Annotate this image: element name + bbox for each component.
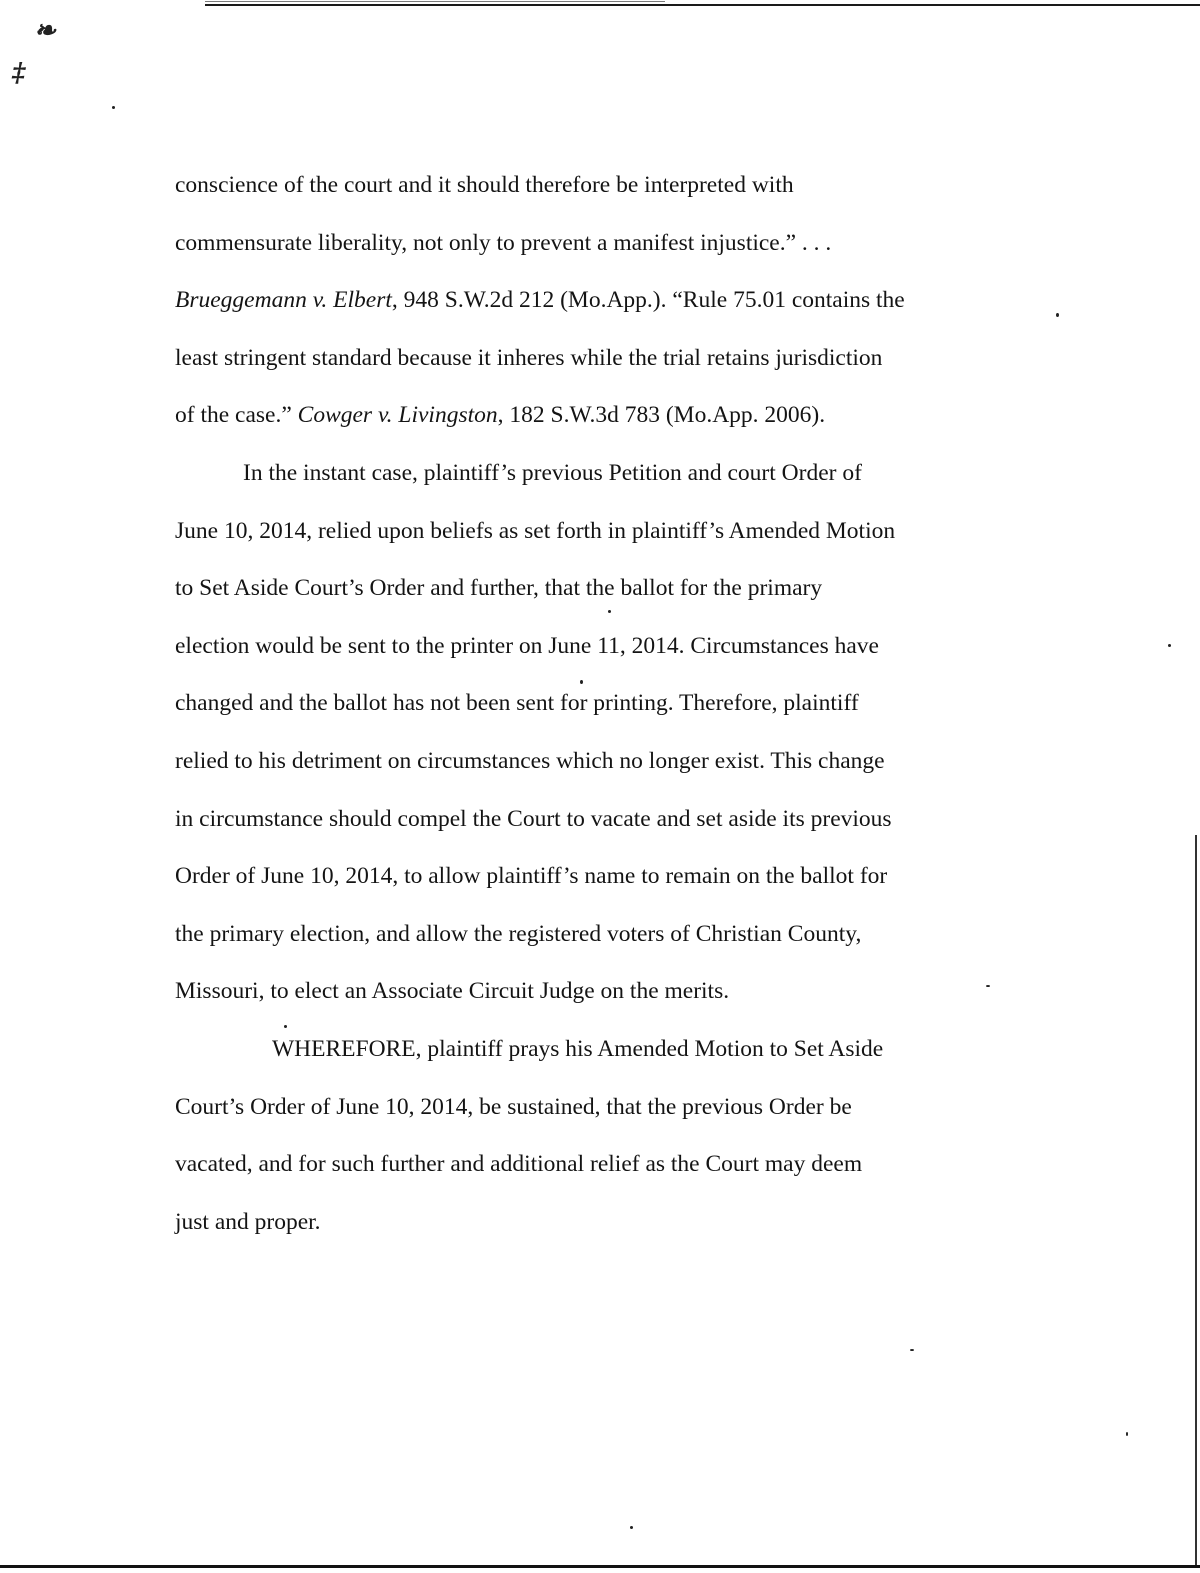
scan-artifact-right-edge <box>1195 835 1197 1565</box>
scan-artifact-top-line <box>205 4 1200 6</box>
document-body <box>175 168 1035 1262</box>
scan-artifact-bottom-line <box>0 1565 1200 1568</box>
text-line <box>175 456 1035 514</box>
scan-artifact-top-faint <box>205 1 665 2</box>
text-run: of the case.” <box>175 402 298 429</box>
case-citation: Brueggemann v. Elbert <box>175 287 392 314</box>
scan-speck <box>910 1349 914 1351</box>
scan-speck <box>630 1526 633 1529</box>
text-line <box>175 341 1035 399</box>
paragraph-continuation <box>175 168 1035 456</box>
paragraph-wherefore <box>175 1032 1035 1262</box>
text-run: vacated, and for such further and additional relief as the Court may deem <box>175 1151 863 1178</box>
text-run: WHEREFORE, plaintiff prays his Amended Motion to Set Aside <box>272 1035 884 1062</box>
text-run: Missouri, to elect an Associate Circuit Judge on the merits. <box>175 978 730 1005</box>
text-line <box>175 226 1035 284</box>
text-line <box>175 859 1035 917</box>
text-line <box>175 686 1035 744</box>
text-line <box>175 629 1035 687</box>
scan-speck <box>1168 644 1171 647</box>
text-run: Court’s Order of June 10, 2014, be sustained, that the previous Order be <box>175 1093 852 1120</box>
text-run: relied to his detriment on circumstances which no longer exist. This change <box>175 747 885 774</box>
text-run: , 948 S.W.2d 212 (Mo.App.). “Rule 75.01 contains the <box>391 287 905 314</box>
handwritten-mark-top: ❧ <box>34 16 56 46</box>
text-line <box>175 917 1035 975</box>
text-line <box>175 744 1035 802</box>
text-run: the primary election, and allow the registered voters of Christian County, <box>175 920 862 947</box>
scan-speck <box>112 106 115 109</box>
text-run: commensurate liberality, not only to prevent a manifest injustice.” . . . <box>175 229 832 256</box>
scan-speck <box>1126 1432 1128 1436</box>
text-line <box>175 398 1035 456</box>
text-run: , 182 S.W.3d 783 (Mo.App. 2006). <box>497 402 826 429</box>
text-run: least stringent standard because it inheres while the trial retains jurisdiction <box>175 344 883 371</box>
text-run: just and proper. <box>175 1208 321 1235</box>
text-line <box>175 514 1035 572</box>
text-run: June 10, 2014, relied upon beliefs as set forth in plaintiff’s Amended Motion <box>175 517 896 544</box>
text-line <box>175 1090 1035 1148</box>
handwritten-mark-second: ‡ <box>12 58 26 88</box>
text-run: changed and the ballot has not been sent for printing. Therefore, plaintiff <box>175 690 859 717</box>
text-line <box>175 168 1035 226</box>
text-run: election would be sent to the printer on June 11, 2014. Circumstances have <box>175 632 879 659</box>
text-run: In the instant case, plaintiff’s previous Petition and court Order of <box>243 459 862 486</box>
text-line <box>175 974 1035 1032</box>
scan-speck <box>1056 313 1059 317</box>
case-citation: Cowger v. Livingston <box>297 402 498 429</box>
text-run: Order of June 10, 2014, to allow plaintiff’s name to remain on the ballot for <box>175 863 888 890</box>
text-line <box>175 571 1035 629</box>
text-line <box>175 1205 1035 1263</box>
paragraph-instant-case <box>175 456 1035 1032</box>
text-run: in circumstance should compel the Court to vacate and set aside its previous <box>175 805 892 832</box>
text-line <box>175 1032 1035 1090</box>
text-line <box>175 802 1035 860</box>
text-run: conscience of the court and it should therefore be interpreted with <box>175 172 794 198</box>
text-line <box>175 283 1035 341</box>
text-line <box>175 1147 1035 1205</box>
text-run: to Set Aside Court’s Order and further, that the ballot for the primary <box>175 575 823 602</box>
